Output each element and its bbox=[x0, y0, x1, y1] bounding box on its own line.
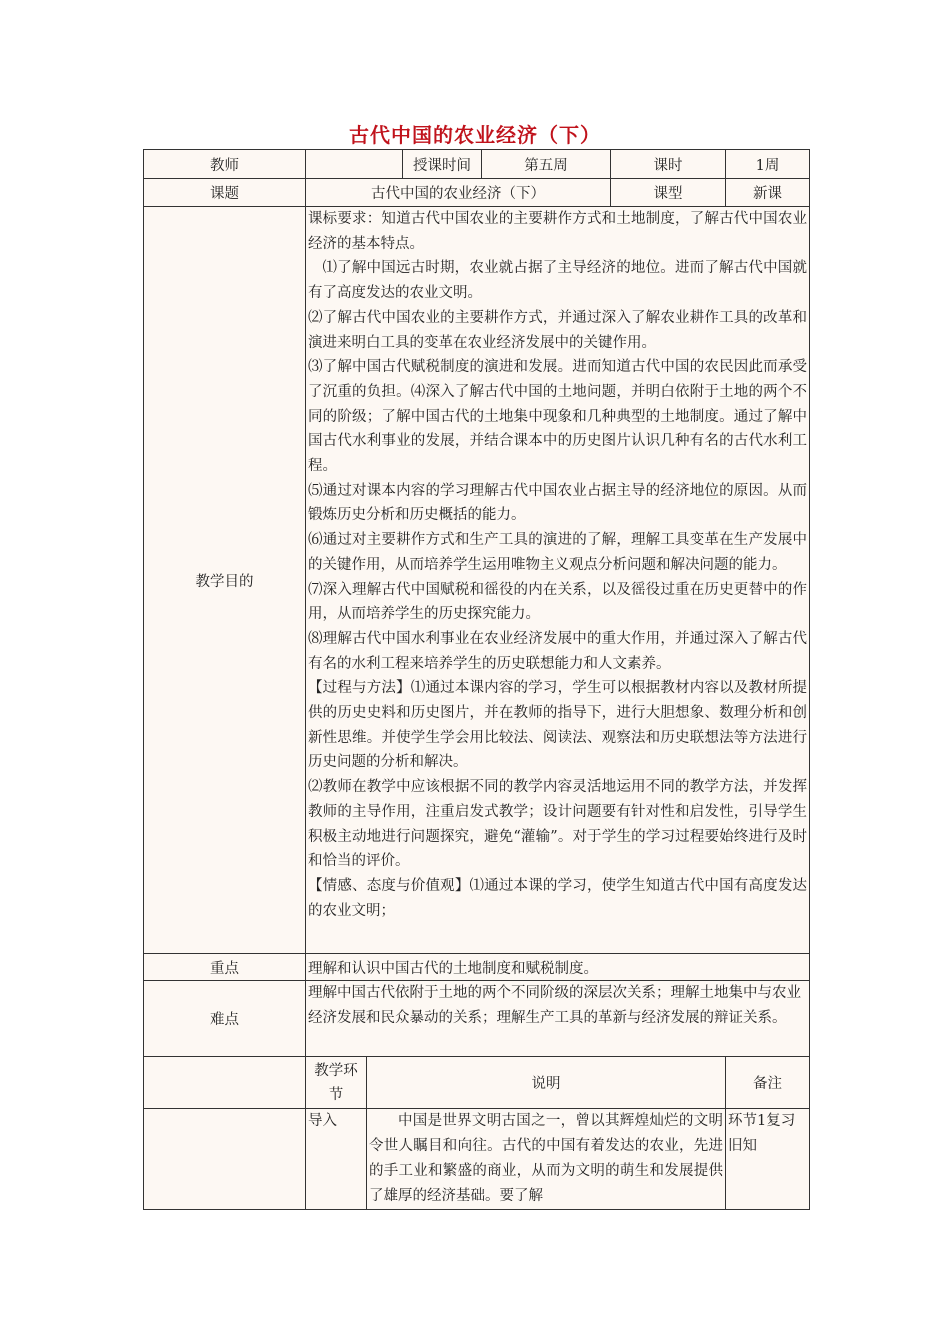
key-points-label: 重点 bbox=[144, 954, 306, 981]
page-title: 古代中国的农业经济（下） bbox=[349, 123, 601, 147]
objective-paragraph: ⑵教师在教学中应该根据不同的教学内容灵活地运用不同的教学方法，并发挥教师的主导作用，注重启发式教学；设计问题要有针对性和启发性，引导学生积极主动地进行问题探究，避免“灌输”。对于学生的学习过程要始终进行及时和恰当的评价。 bbox=[308, 779, 807, 870]
key-points-row bbox=[144, 954, 810, 981]
objective-paragraph: ⑹通过对主要耕作方式和生产工具的演进的了解，理解工具变革在生产发展中的关键作用，从而培养学生运用唯物主义观点分析问题和解决问题的能力。 bbox=[308, 532, 807, 573]
objective-paragraph: ⑸通过对课本内容的学习理解古代中国农业占据主导的经济地位的原因。从而锻炼历史分析和历史概括的能力。 bbox=[308, 482, 807, 524]
objective-paragraph: 【情感、态度与价值观】⑴通过本课的学习，使学生知道古代中国有高度发达的农业文明； bbox=[308, 877, 807, 919]
teacher-value bbox=[306, 150, 403, 179]
note-cell: 环节1复习旧知 bbox=[726, 1109, 810, 1210]
objective-paragraph: ⑵了解古代中国农业的主要耕作方式，并通过深入了解农业耕作工具的改革和演进来明白工具的变革在农业经济发展中的关键作用。 bbox=[308, 309, 807, 351]
process-row bbox=[144, 1109, 810, 1210]
objectives-label: 教学目的 bbox=[144, 207, 306, 954]
objective-paragraph: ⑶了解中国古代赋税制度的演进和发展。进而知道古代中国的农民因此而承受了沉重的负担。⑷深入了解古代中国的土地问题，并明白依附于土地的两个不同的阶级；了解中国古代的土地集中现象和几种典型的土地制度。通过了解中国古代水利事业的发展，并结合课本中的历史图片认识几种有名的古代水利工程。 bbox=[308, 359, 807, 475]
topic-label: 课题 bbox=[144, 179, 306, 207]
topic-value: 古代中国的农业经济（下） bbox=[306, 179, 611, 207]
type-value: 新课 bbox=[726, 179, 810, 207]
difficulties-row bbox=[144, 981, 810, 1057]
header-row bbox=[144, 150, 810, 179]
difficulties-value: 理解中国古代依附于土地的两个不同阶级的深层次关系；理解土地集中与农业经济发展和民众暴动的关系；理解生产工具的革新与经济发展的辩证关系。 bbox=[306, 981, 810, 1057]
objectives-row bbox=[144, 207, 810, 954]
process-header-row bbox=[144, 1057, 810, 1109]
objectives-content bbox=[306, 207, 810, 954]
step-cell: 导入 bbox=[306, 1109, 367, 1210]
type-label: 课型 bbox=[611, 179, 726, 207]
process-header-blank bbox=[144, 1057, 306, 1109]
teacher-label: 教师 bbox=[144, 150, 306, 179]
note-header: 备注 bbox=[726, 1057, 810, 1109]
step-header: 教学环节 bbox=[306, 1057, 367, 1109]
hours-label: 课时 bbox=[611, 150, 726, 179]
difficulties-label: 难点 bbox=[144, 981, 306, 1057]
objective-paragraph: ⑻理解古代中国水利事业在农业经济发展中的重大作用，并通过深入了解古代有名的水利工程来培养学生的历史联想能力和人文素养。 bbox=[308, 630, 807, 672]
time-value: 第五周 bbox=[482, 150, 611, 179]
topic-row bbox=[144, 179, 810, 207]
objective-paragraph: 课标要求：知道古代中国农业的主要耕作方式和土地制度，了解古代中国农业经济的基本特点。 bbox=[308, 211, 807, 252]
desc-cell: 中国是世界文明古国之一，曾以其辉煌灿烂的文明令世人瞩目和向往。古代的中国有着发达的农业，先进的手工业和繁盛的商业，从而为文明的萌生和发展提供了雄厚的经济基础。要了解 bbox=[367, 1109, 726, 1210]
objective-paragraph: ⑺深入理解古代中国赋税和徭役的内在关系，以及徭役过重在历史更替中的作用，从而培养学生的历史探究能力。 bbox=[308, 581, 807, 623]
key-points-value: 理解和认识中国古代的土地制度和赋税制度。 bbox=[306, 954, 810, 981]
objective-paragraph: ⑴了解中国远古时期，农业就占据了主导经济的地位。进而了解古代中国就有了高度发达的农业文明。 bbox=[308, 260, 807, 302]
time-label: 授课时间 bbox=[403, 150, 482, 179]
desc-header: 说明 bbox=[367, 1057, 726, 1109]
objective-paragraph: 【过程与方法】⑴通过本课内容的学习，学生可以根据教材内容以及教材所提供的历史史料和历史图片，并在教师的指导下，进行大胆想象、数理分析和创新性思维。并使学生学会用比较法、阅读法、观察法和历史联想法等方法进行历史问题的分析和解决。 bbox=[308, 680, 807, 771]
lesson-plan-table bbox=[143, 149, 810, 1210]
hours-value: 1周 bbox=[726, 150, 810, 179]
process-row-blank bbox=[144, 1109, 306, 1210]
